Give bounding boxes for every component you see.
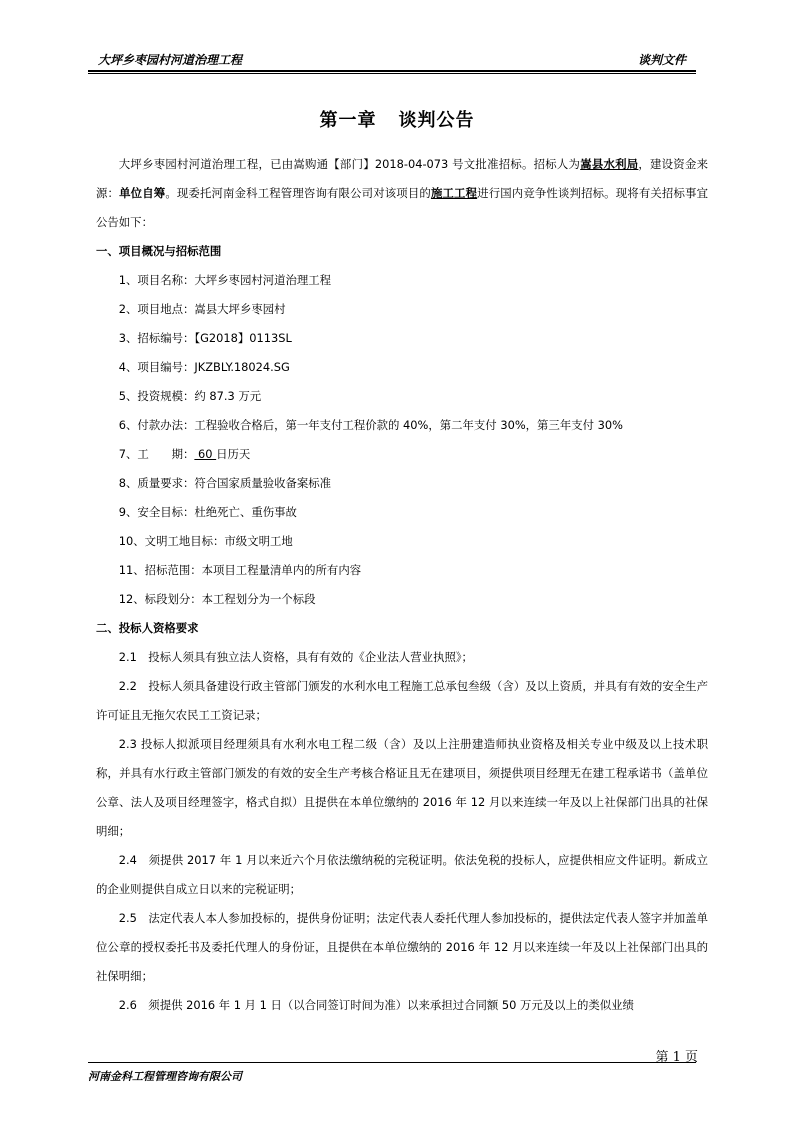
- requirement-paragraph: 2.5 法定代表人本人参加投标的，提供身份证明；法定代表人委托代理人参加投标的，提供法定代表人签字并加盖单位公章的授权委托书及委托代理人的身份证，且提供在本单位缴纳的 2016 年 12 月以来连续一年及以上社保部门出具的社保明细；: [96, 911, 708, 983]
- list-item: 10、文明工地目标：市级文明工地: [118, 534, 293, 548]
- duration-unit: 日历天: [216, 447, 251, 461]
- list-item-duration: [96, 440, 708, 469]
- project-type: 施工工程: [430, 186, 478, 200]
- intro-paragraph: [96, 150, 708, 237]
- header-project-name: 大坪乡枣园村河道治理工程: [98, 53, 243, 67]
- list-item: 8、质量要求：符合国家质量验收备案标准: [118, 476, 332, 490]
- list-item: 11、招标范围：本项目工程量清单内的所有内容: [118, 563, 362, 577]
- duration-value: 60: [198, 447, 213, 461]
- document-body: [96, 150, 708, 1020]
- footer-divider: [88, 1062, 696, 1063]
- requirement-paragraph: 2.4 须提供 2017 年 1 月以来近六个月依法缴纳税的完税证明。依法免税的投标人，应提供相应文件证明。新成立的企业则提供自成立日以来的完税证明；: [96, 853, 708, 896]
- list-item: 4、项目编号：JKZBLY.18024.SG: [118, 360, 290, 374]
- section-heading-overview: 一、项目概况与招标范围: [96, 244, 222, 258]
- header-divider-thin: [88, 73, 696, 74]
- chapter-title: 谈判公告: [398, 110, 475, 131]
- list-item: 9、安全目标：杜绝死亡、重伤事故: [118, 505, 297, 519]
- requirement-paragraph: 2.2 投标人须具备建设行政主管部门颁发的水利水电工程施工总承包叁级（含）及以上资质，并具有有效的安全生产许可证且无拖欠农民工工资记录；: [96, 679, 708, 722]
- list-item: 2、项目地点：嵩县大坪乡枣园村: [118, 302, 286, 316]
- page-number: 第 1 页: [655, 1050, 698, 1065]
- duration-label: 7、工 期：: [118, 447, 195, 461]
- chapter-number: 第一章: [319, 110, 377, 131]
- header-doc-type: 谈判文件: [637, 53, 686, 67]
- intro-text-1: 大坪乡枣园村河道治理工程，已由嵩购通【部门】2018-04-073 号文批准招标。招标人为: [118, 157, 581, 171]
- requirement-paragraph: 2.6 须提供 2016 年 1 月 1 日（以合同签订时间为准）以来承担过合同额 50 万元及以上的类似业绩: [118, 998, 634, 1012]
- funding-source: 单位自筹: [119, 186, 166, 200]
- page-title: [0, 106, 794, 132]
- intro-text-3: 。现委托河南金科工程管理咨询有限公司对该项目的: [165, 186, 431, 200]
- intro-text-2: ，建设资金来源：: [96, 157, 708, 200]
- list-item: 6、付款办法：工程验收合格后，第一年支付工程价款的 40%，第二年支付 30%，第三年支付 30%: [118, 418, 623, 432]
- section-heading-qualification: 二、投标人资格要求: [96, 621, 199, 635]
- requirement-paragraph: 2.1 投标人须具有独立法人资格，具有有效的《企业法人营业执照》；: [118, 650, 473, 664]
- list-item: 1、项目名称：大坪乡枣园村河道治理工程: [118, 273, 332, 287]
- footer-company: 河南金科工程管理咨询有限公司: [88, 1070, 242, 1083]
- list-item: 12、标段划分：本工程划分为一个标段: [118, 592, 316, 606]
- header-divider: [88, 70, 696, 72]
- list-item: 5、投资规模：约 87.3 万元: [118, 389, 262, 403]
- tenderer-name: 嵩县水利局: [580, 157, 639, 171]
- requirement-paragraph: 2.3 投标人拟派项目经理须具有水利水电工程二级（含）及以上注册建造师执业资格及相关专业中级及以上技术职称，并具有水行政主管部门颁发的有效的安全生产考核合格证且无在建项目，须提供项目经理无在建工程承诺书（盖单位公章、法人及项目经理签字，格式自拟）且提供在本单位缴纳的 2016 年 12 月以来连续一年及以上社保部门出具的社保明细；: [96, 737, 708, 838]
- list-item: 3、招标编号：【G2018】0113SL: [118, 331, 292, 345]
- intro-text-4: 进行国内竞争性谈判招标。现将有关招标事宜公告如下：: [96, 186, 708, 229]
